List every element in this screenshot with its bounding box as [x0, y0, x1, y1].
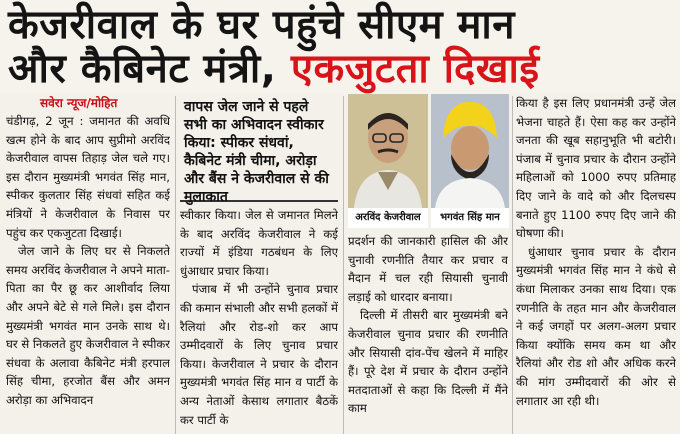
paragraph: चंडीगढ़, 2 जून : जमानत की अवधि खत्म होने के बाद आप सुप्रीमो अरविंद केजरीवाल वापस तिहाड़ जेल चले गए। इस दौरान मुख्यमंत्री भगवंत सिंह मान, स्पीकर कुलतार सिंह संधवां सहित कई मंत्रियों ने केजरीवाल के निवास पर पहुंच कर एकजुटता दिखाई।: [6, 114, 170, 240]
paragraph: दिल्ली में तीसरी बार मुख्यमंत्री बने केजरीवाल चुनाव प्रचार की रणनीति और सियासी दांव-पेंच खेलने में माहिर हैं। पूरे देश में प्रचार के दौरान उन्होंने मतदाताओं से कहा कि दिल्ली में मैंने काम: [348, 308, 508, 416]
paragraph: प्रदर्शन की जानकारी हासिल की और चुनावी रणनीति तैयार कर प्रचार व मैदान में चल रही सियासी चुनावी लड़ाई को धारदार बनाया।: [348, 234, 508, 304]
headline-line2: [8, 46, 540, 92]
paragraph: धुंआधार चुनाव प्रचार के दौरान मुख्यमंत्री भगवंत सिंह मान ने कंधे से कंधा मिलाकर उनका साथ दिया। एक रणनीति के तहत मान और केजरीवाल ने कई जगहों पर अलग-अलग प्रचार किया क्योंकि समय कम था और रैलियां और रोड शो और अधिक करने की मांग उम्मीदवारों की ओर से लगातार आ रही थी।: [516, 244, 676, 408]
paragraph: किया है इस लिए प्रधानमंत्री उन्हें जेल भेजना चाहते हैं। ऐसा कह कर उन्होंने जनता की खूब सहानुभूति भी बटोरी। पंजाब में चुनाव प्रचार के दौरान उन्होंने महिलाओं को 1000 रुपए प्रतिमाह दिए जाने के वादे को और दिलचस्प बनाते हुए 1100 रुपए दिए जाने की घोषणा की।: [516, 96, 676, 241]
byline: सवेरा न्यूज/मोहित: [40, 96, 118, 110]
paragraph: पंजाब में भी उन्होंने चुनाव प्रचार की कमान संभाली और सभी हलकों में रैलियां और रोड-शो कर आप उम्मीदवारों के लिए चुनाव प्रचार किया। केजरीवाल ने प्रचार के दौरान मुख्यमंत्री भगवंत सिंह मान व पार्टी के अन्य नेताओं केसाथ लगातार बैठकें कर पार्टी के: [180, 282, 338, 427]
headline-line2-black: और कैबिनेट मंत्री,: [8, 46, 291, 92]
photo-kejriwal: [348, 94, 428, 208]
headline-line1: केजरीवाल के घर पहुंचे सीएम मान: [8, 2, 515, 48]
photo-caption-right: भगवंत सिंह मान: [431, 208, 509, 228]
column-divider: [512, 96, 513, 434]
article-column-1: [6, 112, 170, 434]
pull-quote: वापस जेल जाने से पहले सभी का अभिवादन स्वीकार किया: स्पीकर संधवां, कैबिनेट मंत्री चीमा, अरोड़ा और बैंस ने केजरीवाल से की मुलाकात: [180, 96, 338, 202]
article-column-3: [348, 232, 508, 434]
column-divider: [175, 96, 176, 434]
portrait-image: [348, 94, 428, 208]
article-column-4: [516, 94, 676, 434]
headline-block: [0, 0, 680, 94]
paragraph: स्वीकार किया। जेल से जमानत मिलने के बाद अरविंद केजरीवाल ने कई राज्यों में इंडिया गठबंधन के लिए धुंआधार प्रचार किया।: [180, 208, 338, 278]
photo-caption-left: अरविंद केजरीवाल: [348, 208, 428, 228]
headline-line2-red: एकजुटता दिखाई: [290, 46, 540, 92]
portrait-image: [431, 94, 509, 208]
column-divider: [343, 96, 344, 434]
paragraph: जेल जाने के लिए घर से निकलते समय अरविंद केजरीवाल ने अपने माता-पिता का पैर छू कर आशीर्वाद लिया और अपने बेटे से गले मिले। इस दौरान मुख्यमंत्री भगवंत मान उनके साथ थे। घर से निकलते हुए केजरीवाल ने स्पीकर संधवा के अलावा कैबिनेट मंत्री हरपाल सिंह चीमा, हरजोत बैंस और अमन अरोड़ा का अभिवादन: [6, 244, 170, 407]
photo-mann: [431, 94, 509, 208]
article-column-2: [180, 206, 338, 434]
